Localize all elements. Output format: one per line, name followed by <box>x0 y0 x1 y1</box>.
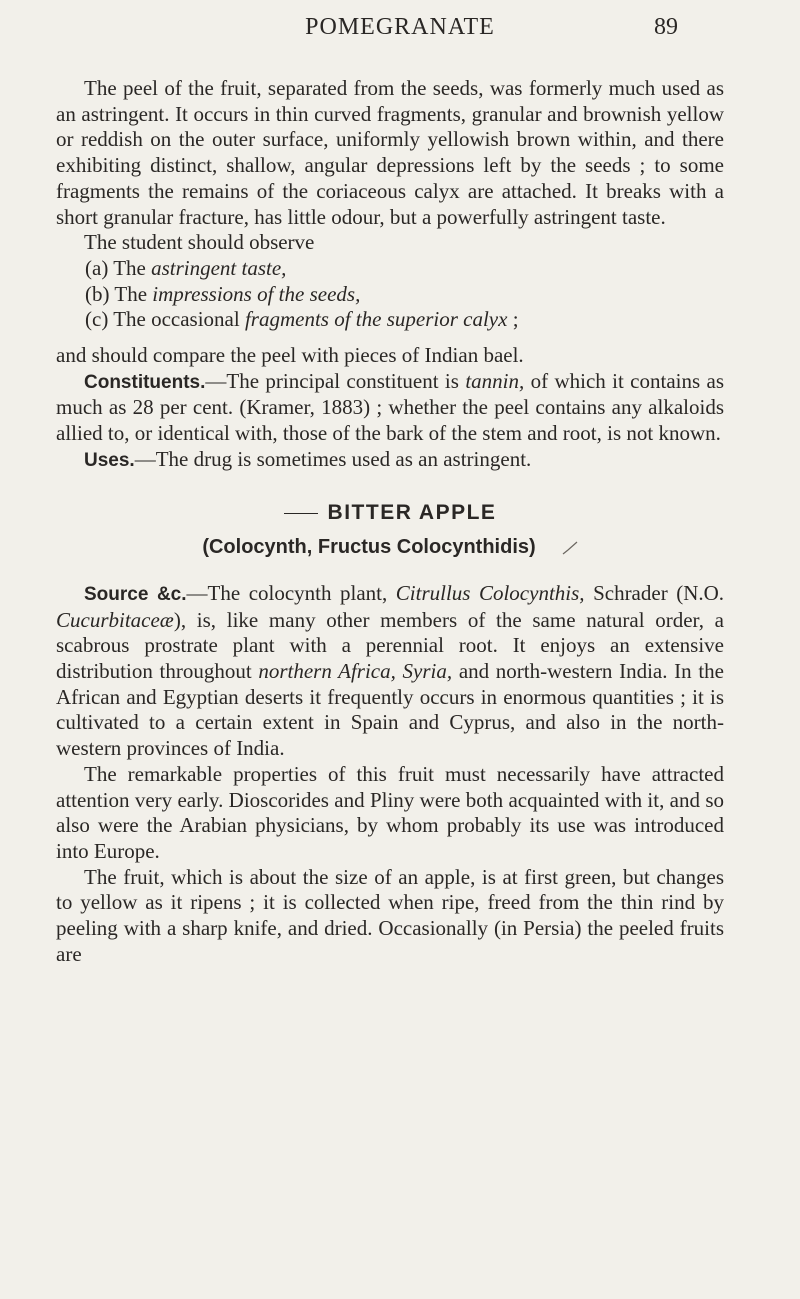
compare-paragraph: and should compare the peel with pieces of Indian bael. <box>56 343 524 368</box>
uses-heading: Uses. <box>84 449 135 471</box>
list-marker: (b) <box>85 281 110 306</box>
uses-paragraph <box>56 447 724 474</box>
list-item <box>85 307 724 333</box>
section-title <box>56 500 724 526</box>
source-paragraph <box>56 581 724 762</box>
source-emphasis: northern Africa, Syria, <box>258 659 453 684</box>
constituents-heading: Constituents. <box>84 371 206 393</box>
running-head: POMEGRANATE <box>305 14 495 40</box>
constituents-paragraph <box>56 369 724 447</box>
remarkable-paragraph: The remarkable properties of this fruit must necessarily have attracted attention very early. Dioscorides and Pliny were both acquainted with it, and so also were the Arabian physicians, by whom probably its use was introduced into Europe. <box>56 761 724 863</box>
rule-dash <box>284 513 318 514</box>
list-marker: (a) <box>85 255 109 280</box>
source-emphasis: Cucurbitaceæ <box>56 607 174 632</box>
list-emphasis: impressions of the seeds, <box>152 281 361 306</box>
section-title-text: BITTER APPLE <box>327 500 497 524</box>
constituents-text: —The principal constituent is <box>205 368 459 393</box>
fruit-paragraph: The fruit, which is about the size of an apple, is at first green, but changes to yellow as it ripens ; it is collected when ripe, freed from the thin rind by peeling with a sharp knife, and dried. Occasionally (in Persia) the peeled fruits are <box>56 864 724 966</box>
list-trailing: ; <box>512 307 519 332</box>
student-observe-paragraph: The student should observe <box>84 230 315 255</box>
source-text: —The colocynth plant, <box>186 580 388 605</box>
constituents-emphasis: tannin, <box>465 368 525 393</box>
pencil-tick-mark-icon <box>562 541 578 555</box>
page-number: 89 <box>654 14 678 40</box>
peel-description-paragraph: The peel of the fruit, separated from the seeds, was formerly much used as an astringent. It occurs in thin curved fragments, granular and brownish yellow or reddish on the outer surface, uniformly yellowish brown within, and there exhibiting distinct, shallow, angular depressions left by the seeds ; to some fragments the remains of the coriaceous calyx are attached. It breaks with a short granular fracture, has little odour, but a powerfully astringent taste. <box>56 76 724 229</box>
source-text: Schrader (N.O. <box>593 580 725 605</box>
source-text: and north-western India. In the African and Egyptian deserts it frequently occurs in enormous quantities ; it is cultivated to a certain extent in Spain and Cyprus, and also in the north-western provinces of India. <box>56 659 724 761</box>
list-text: The <box>113 255 146 280</box>
source-emphasis: Citrullus Colocynthis, <box>395 580 585 605</box>
source-heading: Source &c. <box>84 583 187 605</box>
list-text: The <box>114 281 148 306</box>
uses-text: —The drug is sometimes used as an astringent. <box>134 446 532 471</box>
list-item <box>85 282 724 308</box>
list-item <box>85 256 724 282</box>
section-subtitle <box>56 535 724 561</box>
source-text: ), is, like many other members of the same natural order, a scabrous prostrate plant with a perennial root. It enjoys an extensive distribution throughout <box>56 607 724 684</box>
spacer <box>56 333 724 343</box>
constituents-text-continued: of which it contains as much as 28 per cent. (Kramer, 1883) ; whether the peel contains any alkaloids allied to, or identical with, those of the bark of the stem and root, is not known. <box>56 368 725 446</box>
list-emphasis: astringent taste, <box>151 255 287 280</box>
page-body <box>56 76 724 968</box>
section-subtitle-text: (Colocynth, Fructus Colocynthidis) <box>202 536 536 559</box>
page-header <box>0 14 800 54</box>
list-marker: (c) <box>85 307 109 332</box>
list-text: The occasional <box>113 307 240 332</box>
list-emphasis: fragments of the superior calyx <box>244 307 508 332</box>
observation-list <box>85 256 724 333</box>
